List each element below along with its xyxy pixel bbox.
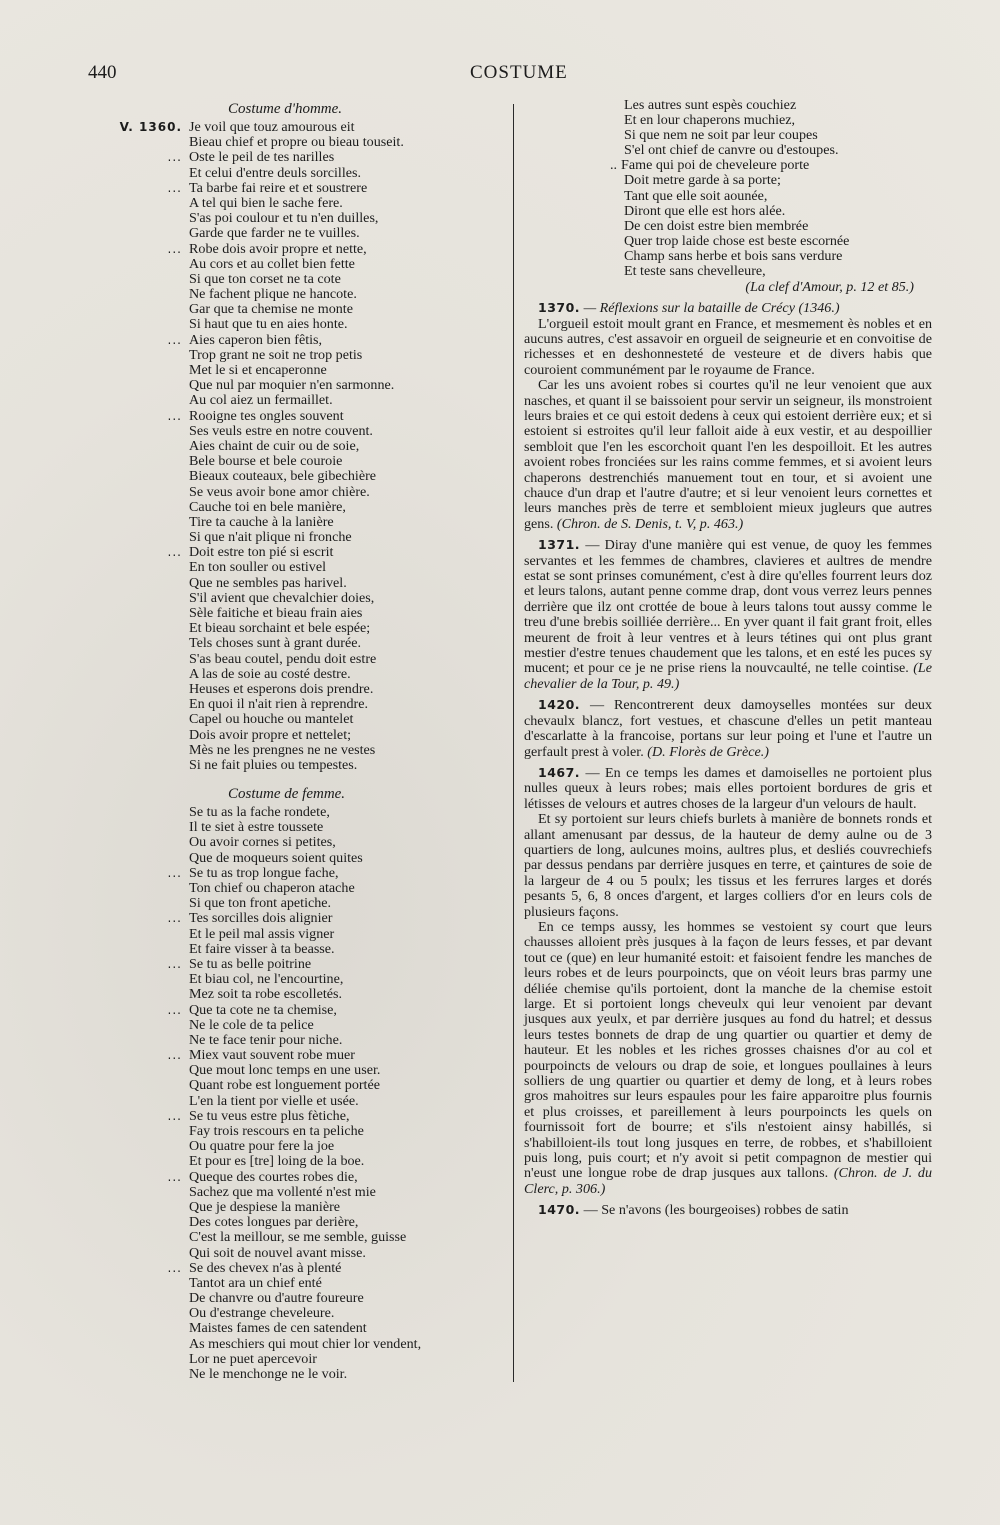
verse-text: S'as poi coulour et tu n'en duilles,: [189, 210, 379, 227]
verse-text: Gar que ta chemise ne monte: [189, 301, 353, 318]
verse-marker: ..: [610, 157, 618, 174]
entry-1467: [524, 765, 932, 1197]
verse-text: Les autres sunt espès couchiez: [624, 97, 797, 113]
verse-text: Des cotes longues par derière,: [189, 1214, 359, 1231]
verse-line: [100, 530, 500, 545]
entry-1420: [524, 697, 932, 760]
verse-marker: ...: [167, 241, 182, 256]
verse-line: [100, 1306, 500, 1321]
verse-marker: ...: [167, 1048, 182, 1063]
verse-line: [100, 333, 500, 348]
verse-text: Met le si et encaperonne: [189, 362, 327, 378]
verse-line: [100, 606, 500, 621]
verse-text: Cauche toi en bele manière,: [189, 498, 346, 515]
verse-line: [100, 591, 500, 606]
verse-line: [100, 1276, 500, 1291]
verse-line: [100, 1033, 500, 1048]
verse-line: [100, 896, 500, 911]
verse-marker: ...: [167, 1169, 182, 1184]
verse-text: Il te siet à estre toussete: [189, 819, 324, 836]
verse-text: Et biau col, ne l'encourtine,: [189, 971, 344, 988]
verse-text: Heuses et esperons dois prendre.: [189, 680, 374, 697]
entry-text: — Se n'avons (les bourgeoises) robbes de satin: [583, 1202, 849, 1219]
verse-text: En quoi il n'ait rien à reprendre.: [189, 696, 369, 713]
verse-text: Se tu as belle poitrine: [189, 955, 312, 972]
verse-text: Que ne sembles pas harivel.: [189, 574, 347, 591]
verse-line: [100, 120, 500, 135]
verse-text: Tant que elle soit aounée,: [624, 187, 768, 204]
verse-line: [100, 363, 500, 378]
entry-citation: (Le chevalier de la Tour, p. 49.): [524, 660, 932, 692]
verse-line: [100, 439, 500, 454]
verse-text: S'il avient que chevalchier doies,: [189, 589, 375, 606]
verse-line: [624, 113, 932, 128]
verse-text: Bele bourse et bele couroie: [189, 453, 343, 470]
verse-line: [100, 1367, 500, 1382]
verse-text: Ne le cole de ta pelice: [189, 1016, 314, 1033]
verse-text: As meschiers qui mout chier lor vendent,: [189, 1335, 422, 1352]
verse-text: Mez soit ta robe escolletés.: [189, 986, 343, 1003]
running-title: COSTUME: [470, 62, 568, 83]
verse-line: [100, 1048, 500, 1063]
verse-line: [100, 1321, 500, 1336]
verse-line: [100, 348, 500, 363]
verse-line: [100, 682, 500, 697]
verse-text: S'el ont chief de canvre ou d'estoupes.: [624, 142, 839, 159]
verse-line: [100, 697, 500, 712]
left-column: [100, 98, 500, 1382]
verse-marker: ...: [167, 865, 182, 880]
page-number: 440: [88, 62, 117, 83]
verse-line: [100, 226, 500, 241]
verse-text: Aies chaint de cuir ou de soie,: [189, 437, 360, 454]
entry-year: 1467.: [538, 764, 581, 780]
entry-citation: (D. Florès de Grèce.): [647, 743, 769, 760]
verse-text: Se tu as trop longue fache,: [189, 864, 339, 881]
verse-text: Si haut que tu en aies honte.: [189, 316, 348, 333]
entry-heading: — Réflexions sur la bataille de Crécy (1346.): [583, 300, 840, 317]
entry-paragraph: Car les uns avoient robes si courtes qu'il ne leur venoient que aux nasches, et quant il se baissoient pour servir un seigneur, ils monstroient leurs braies et ce qui estoit dedens à ceux qui estoient derrière eux; et si estoient si estroites qu'il leur falloit aide à eux vestir, et au despoillier sembloit que l'en les escorchoit quant l'en les despoilloit. Et les autres avoient robes fronciées sur les rains comme femmes, et si avoient leurs chaperons destrenchiés manuement tout en tour, et si avoient une chauce d'un drap et l'autre d'autre; et si leur venoient leurs cornettes et leurs manches près de terre et sembloient mieux jugleurs que autres gens. (Chron. de S. Denis, t. V, p. 463.): [524, 377, 932, 532]
verse-line: [100, 196, 500, 211]
verse-line: [100, 835, 500, 850]
verse-line: [100, 1109, 500, 1124]
verse-line: [624, 249, 932, 264]
verse-text: Fay trois rescours en ta peliche: [189, 1123, 364, 1139]
verse-text: Ou quatre pour fere la joe: [189, 1138, 335, 1155]
verse-line: [100, 1154, 500, 1169]
entry-citation: (Chron. de S. Denis, t. V, p. 463.): [556, 515, 744, 532]
verse-line: [100, 1139, 500, 1154]
verse-text: Si ne fait pluies ou tempestes.: [189, 756, 358, 773]
verse-text: Ses veuls estre en notre couvent.: [189, 422, 373, 439]
verse-line: [100, 1337, 500, 1352]
verse-text: Fame qui poi de cheveleure porte: [621, 157, 810, 174]
verse-line: [100, 576, 500, 591]
entry-citation: (Chron. de J. du Clerc, p. 306.): [524, 1165, 932, 1197]
verse-marker: ...: [167, 408, 182, 423]
verse-line: [100, 393, 500, 408]
verse-text: Sachez que ma vollenté n'est mie: [189, 1183, 376, 1200]
verse-line: [100, 272, 500, 287]
verse-line: [100, 1170, 500, 1185]
entry-paragraph: L'orgueil estoit moult grant en France, et mesmement ès nobles et en aucuns autres, c'est assavoir en orgueil de seigneurie et en convoitise de richesses et en deshonnesteté de vesteure et de divers habis que couroient communément par le royaume de France.: [524, 315, 932, 378]
verse-text: Au cors et au collet bien fette: [189, 255, 355, 272]
verse-line: [100, 820, 500, 835]
verse-text: Je voil que touz amourous eit: [189, 119, 355, 135]
verse-line: [100, 1230, 500, 1245]
verse-text: Doit metre garde à sa porte;: [624, 172, 781, 189]
verse-text: De cen doist estre bien membrée: [624, 217, 809, 234]
verse-text: Et pour es [tre] loing de la boe.: [189, 1153, 365, 1170]
verse-line: [100, 621, 500, 636]
verse-line: [100, 942, 500, 957]
entry-text: — Diray d'une manière qui est venue, de quoy les femmes servantes et les femmes de chambres, clavieres et aultres de mendre estat se sont prinses comunément, c'est à dire qu'elles fourrent leurs doz et leurs talons, autant penne comme drap, dont vous verrez leurs pennes derrière que ilz ont crottée de boue à leurs talons tout aussy comme le treu d'une brebis soilliée derrière... En yver quant il fait grant froit, elles meurent de froit à leur ventres et à leurs tétines qui ont plus grant mestier d'estre tenues chaudement que les talons, et en esté les puces sy mucent; et pour ce je ne prise riens la nouvcaulté, ne telle cointise.: [524, 537, 932, 677]
verse-line: [100, 881, 500, 896]
verse-text: Quer trop laide chose est beste escornée: [624, 232, 850, 249]
section-heading-men: Costume d'homme.: [228, 101, 343, 117]
verse-line: [100, 728, 500, 743]
verse-marker: ...: [167, 332, 182, 347]
verse-text: Se tu veus estre plus fètiche,: [189, 1107, 350, 1124]
page-header: [0, 62, 1000, 88]
verse-line: [100, 1063, 500, 1078]
verse-text: Dois avoir propre et nettelet;: [189, 726, 352, 743]
verse-text: Diront que elle est hors alée.: [624, 202, 786, 219]
verse-text: Ne fachent plique ne hancote.: [189, 286, 357, 303]
verse-text: Que de moqueurs soient quites: [189, 849, 363, 866]
verse-text: Ou avoir cornes si petites,: [189, 834, 336, 851]
verse-line: [100, 1018, 500, 1033]
verse-line: [100, 866, 500, 881]
verse-text: Lor ne puet apercevoir: [189, 1350, 317, 1367]
verse-line: [624, 204, 932, 219]
entry-text: — Rencontrerent deux damoyselles montées sur deux chevaulx blancz, fort vestues, et chascune d'elles un petit manteau d'escarlatte à la francoise, portans sur leur poing et l'une et l'autre un gerfault prest à voler.: [524, 697, 933, 760]
verse-text: Ta barbe fai reire et et soustrere: [189, 179, 368, 196]
verse-text: Champ sans herbe et bois sans verdure: [624, 247, 843, 264]
verse-text: S'as beau coutel, pendu doit estre: [189, 650, 377, 667]
verse-line: [624, 219, 932, 234]
verse-line: [100, 485, 500, 500]
verse-text: Tels choses sunt à grant durée.: [189, 635, 362, 652]
verse-text: De chanvre ou d'autre foureure: [189, 1290, 364, 1307]
verse-text: Que je despiese la manière: [189, 1198, 341, 1215]
verse-text: A tel qui bien le sache fere.: [189, 194, 343, 211]
verse-line: [100, 454, 500, 469]
entry-paragraph: Et sy portoient sur leurs chiefs burlets à manière de bonnets ronds et allant amenusant par dessus, de la hauteur de demy aulne ou de 3 quartiers de long, aulcunes moins, aultres plus, et desliés couvrechiefs par dessus pendans par derrière jusques en terre, et çaintures de soie de la largeur de 4 ou 5 poulx; les tissus et les ferrures larges et dorés pesants 5, 6, 8 onces d'argent, et larges colliers d'or en leurs cols de plusieurs façons.: [524, 811, 932, 920]
verse-text: Que ta cote ne ta chemise,: [189, 1001, 337, 1018]
verse-text: Maistes fames de cen satendent: [189, 1320, 367, 1337]
verse-marker: ...: [167, 956, 182, 971]
verse-text: Si que n'ait plique ni fronche: [189, 529, 352, 546]
verse-text: Ne le menchonge ne le voir.: [189, 1366, 348, 1382]
verse-line: [100, 409, 500, 424]
verse-line: [100, 1003, 500, 1018]
verse-marker: ...: [167, 1108, 182, 1123]
verse-line: [100, 957, 500, 972]
verse-line: [624, 234, 932, 249]
verse-line: [100, 652, 500, 667]
verse-line: [100, 972, 500, 987]
verse-line: [100, 545, 500, 560]
verse-line: [100, 515, 500, 530]
verse-line: [610, 158, 932, 173]
verse-text: Doit estre ton pié si escrit: [189, 544, 334, 561]
verse-text: Se tu as la fache rondete,: [189, 804, 330, 821]
verse-line: [624, 143, 932, 158]
verse-line: [100, 1352, 500, 1367]
verse-line: [100, 1291, 500, 1306]
verse-marker: ...: [167, 545, 182, 560]
verse-line: [624, 98, 932, 113]
verse-line: [100, 166, 500, 181]
verse-line: [100, 758, 500, 773]
right-column: [524, 98, 932, 1219]
verse-line: [100, 805, 500, 820]
verse-marker: ...: [167, 150, 182, 165]
verse-text: Si que ton corset ne ta cote: [189, 270, 341, 287]
verse-line: [100, 1185, 500, 1200]
verse-line: [100, 500, 500, 515]
verse-marker: ...: [167, 911, 182, 926]
verse-text: Qui soit de nouvel avant misse.: [189, 1244, 366, 1261]
section-heading-women: Costume de femme.: [228, 786, 346, 803]
verse-block-men: [100, 120, 500, 773]
verse-text: Ton chief ou chaperon atache: [189, 880, 355, 896]
verse-text: Quant robe est longuement portée: [189, 1077, 380, 1094]
verse-block-continued: [610, 97, 932, 280]
verse-text: Et bieau sorchaint et bele espée;: [189, 620, 371, 637]
verse-line: [100, 636, 500, 651]
verse-text: C'est la meillour, se me semble, guisse: [189, 1229, 407, 1246]
verse-text: Au col aiez un fermaillet.: [189, 392, 333, 409]
entry-year: 1371.: [538, 537, 581, 553]
entry-text: — En ce temps les dames et damoiselles ne portoient plus nulles queux à leurs robes; mais elles portoient bordures de gris et létisses de velours et autres choses de la largeur d'un velours de hault.: [524, 764, 932, 812]
verse-marker: ...: [167, 180, 182, 195]
verse-text: Et celui d'entre deuls sorcilles.: [189, 164, 362, 181]
verse-line: [100, 424, 500, 439]
verse-text: Se veus avoir bone amor chière.: [189, 483, 370, 500]
verse-text: Et faire visser à ta beasse.: [189, 940, 335, 957]
entry-1370: [524, 300, 932, 532]
verse-line: [100, 743, 500, 758]
verse-line: [624, 173, 932, 188]
verse-text: Et teste sans chevelleure,: [624, 263, 766, 280]
verse-line: [100, 911, 500, 926]
verse-text: L'en la tient por vielle et usée.: [189, 1092, 359, 1109]
verse-line: [100, 1200, 500, 1215]
verse-line: [100, 287, 500, 302]
verse-line: [100, 1124, 500, 1139]
verse-line: [100, 135, 500, 150]
verse-text: Queque des courtes robes die,: [189, 1168, 358, 1185]
verse-marker: ...: [167, 1002, 182, 1017]
verse-text: Se des chevex n'as à plenté: [189, 1259, 342, 1276]
verse-line: [100, 1078, 500, 1093]
entry-1470: [524, 1202, 932, 1218]
verse-text: Que mout lonc temps en une user.: [189, 1062, 381, 1079]
verse-line: [100, 560, 500, 575]
verse-block-women: [100, 805, 500, 1382]
verse-line: [100, 1094, 500, 1109]
verse-line: [100, 211, 500, 226]
verse-line: [624, 189, 932, 204]
verse-text: A las de soie au costé destre.: [189, 665, 351, 682]
verse-text: Et en lour chaperons muchiez,: [624, 112, 796, 129]
verse-line: [100, 1261, 500, 1276]
verse-line: [100, 242, 500, 257]
verse-text: Bieaux couteaux, bele gibechière: [189, 468, 377, 485]
verse-text: Aies caperon bien fêtis,: [189, 331, 323, 348]
verse-citation: (La clef d'Amour, p. 12 et 85.): [745, 279, 914, 296]
verse-line: [100, 317, 500, 332]
verse-line: [100, 302, 500, 317]
verse-line: [624, 128, 932, 143]
verse-text: Sèle faitiche et bieau frain aies: [189, 605, 363, 621]
verse-line: [100, 257, 500, 272]
entry-year: 1470.: [538, 1202, 581, 1218]
verse-text: Capel ou houche ou mantelet: [189, 711, 354, 728]
verse-marker: ...: [167, 1260, 182, 1275]
verse-text: Rooigne tes ongles souvent: [189, 407, 344, 424]
verse-line: [624, 264, 932, 279]
verse-marker: V. 1360.: [119, 120, 182, 134]
verse-text: Si que nem ne soit par leur coupes: [624, 127, 818, 144]
verse-line: [100, 667, 500, 682]
verse-line: [100, 927, 500, 942]
verse-text: Garde que farder ne te vuilles.: [189, 225, 360, 242]
verse-line: [100, 851, 500, 866]
verse-text: En ton souller ou estivel: [189, 559, 327, 576]
entry-year: 1370.: [538, 300, 581, 316]
verse-text: Oste le peil de tes narilles: [189, 149, 335, 166]
verse-text: Ou d'estrange cheveleure.: [189, 1305, 335, 1322]
verse-text: Tantot ara un chief enté: [189, 1274, 322, 1291]
verse-text: Miex vaut souvent robe muer: [189, 1047, 355, 1064]
verse-text: Trop grant ne soit ne trop petis: [189, 346, 363, 363]
verse-text: Bieau chief et propre ou bieau touseit.: [189, 134, 404, 151]
verse-line: [100, 181, 500, 196]
entry-paragraph: En ce temps aussy, les hommes se vestoient sy court que leurs chausses alloient près jusques à la façon de leurs fesses, et par devant tout ce (que) en leur humanité estoit: et faisoient fendre les manches de leurs robes et de leurs pourpoincts, que on véoit leurs bras parmy une déliée chemise qu'ils portoient, dont la manche de la chemise estoit large. Et si portoient longs cheveulx qui leur venoient par devant jusques aux yeulx, et par derrière jusques au fond du hatrel; et dessus leurs testes bonnets de drap de ung quartier ou quartier et demy de hauteur. Et les nobles et les riches grosses chaisnes d'or au col et pourpoincts de velours ou drap de soie, et longues poullaines à leurs solliers de ung quartier ou quartier et demy de long, et à leurs robes gros mahoitres sur leurs espaules pour les faire apparoitre plus fournis et plus croisses, et pareillement à leurs pourpoincts les quels on fournissoit fort de bourre; et s'ils n'estoient ainsy habillés, si s'habilloient-ils tout long jusques en terre, de robbes, et s'habilloient puis long, puis court; et n'y avoit si petit compagnon de mestier qui n'eust une longue robe de drap jusques aux tallons. (Chron. de J. du Clerc, p. 306.): [524, 918, 932, 1197]
column-divider: [513, 104, 514, 1382]
verse-text: Si que ton front apetiche.: [189, 895, 332, 912]
verse-line: [100, 378, 500, 393]
verse-text: Ne te face tenir pour niche.: [189, 1031, 343, 1048]
entry-year: 1420.: [538, 697, 581, 713]
verse-line: [100, 1246, 500, 1261]
entry-1371: [524, 537, 932, 692]
verse-line: [100, 1215, 500, 1230]
verse-text: Tire ta cauche à la lanière: [189, 513, 334, 530]
verse-text: Et le peil mal assis vigner: [189, 925, 335, 942]
verse-line: [100, 150, 500, 165]
verse-line: [100, 712, 500, 727]
verse-line: [100, 987, 500, 1002]
verse-text: Robe dois avoir propre et nette,: [189, 240, 367, 257]
verse-line: [100, 469, 500, 484]
verse-text: Mès ne les prengnes ne ne vestes: [189, 741, 376, 758]
verse-text: Que nul par moquier n'en sarmonne.: [189, 377, 395, 394]
verse-text: Tes sorcilles dois alignier: [189, 910, 333, 927]
